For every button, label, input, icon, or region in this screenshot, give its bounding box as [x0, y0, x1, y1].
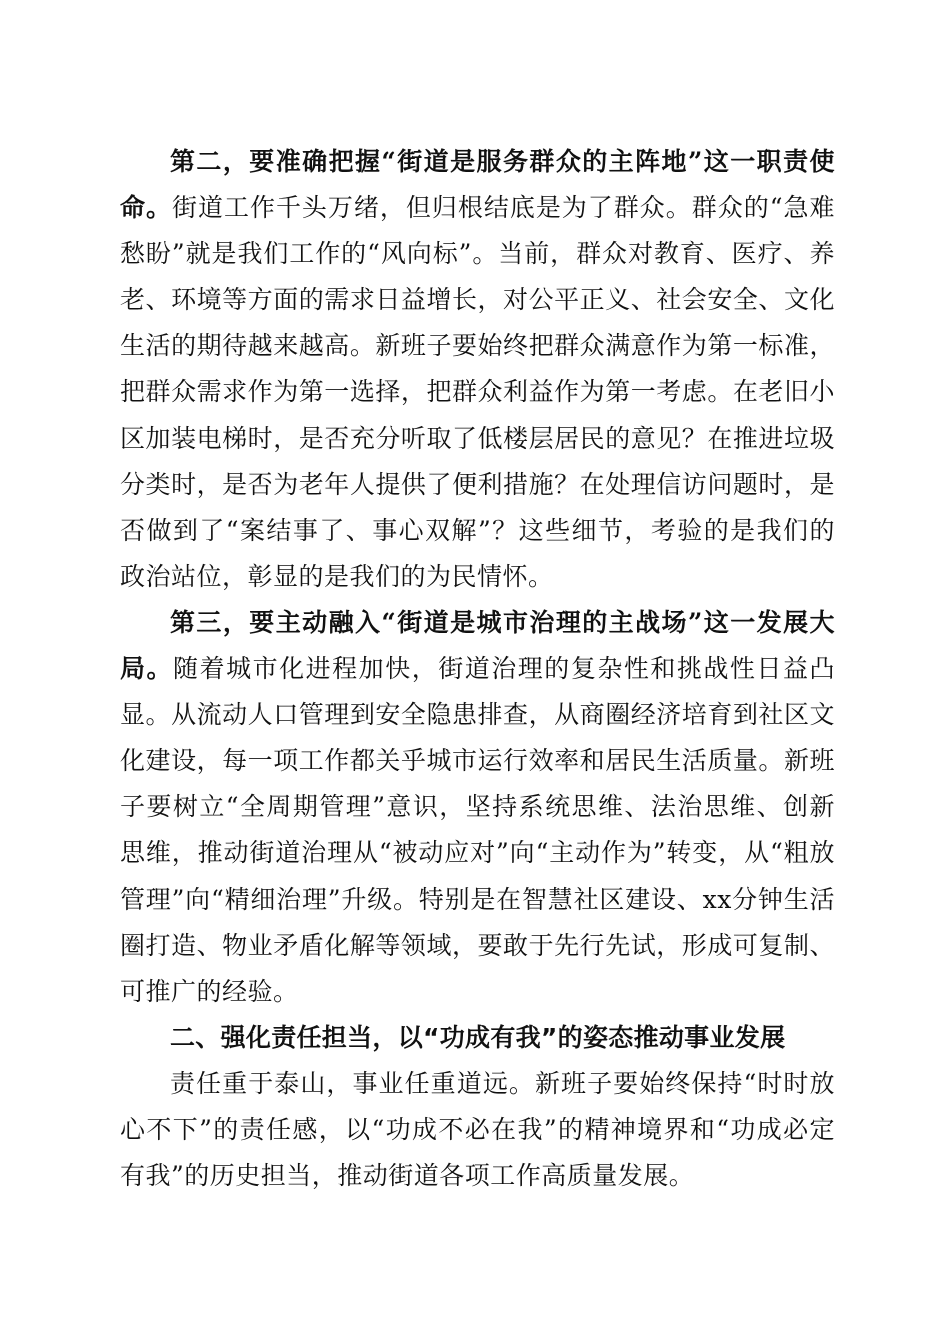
section-heading: 二、强化责任担当，以“功成有我”的姿态推动事业发展 [170, 1022, 786, 1052]
paragraph-third-point [120, 600, 835, 1015]
paragraph-closing: 责任重于泰山，事业任重道远。新班子要始终保持“时时放心不下”的责任感，以“功成不必在我”的精神境界和“功成必定有我”的历史担当，推动街道各项工作高质量发展。 [120, 1068, 835, 1191]
paragraph-second-point [120, 139, 835, 600]
paragraph-body: 随着城市化进程加快，街道治理的复杂性和挑战性日益凸显。从流动人口管理到安全隐患排查，从商圈经济培育到社区文化建设，每一项工作都关乎城市运行效率和居民生活质量。新班子要树立“全周期管理”意识，坚持系统思维、法治思维、创新思维，推动街道治理从“被动应对”向“主动作为”转变，从“粗放管理”向“精细治理”升级。特别是在智慧社区建设、xx分钟生活圈打造、物业矛盾化解等领域，要敢于先行先试，形成可复制、可推广的经验。 [120, 654, 835, 1006]
paragraph-lead: 第二，要准确把握“街道是服务群众的主阵地”这一职责使命。 [120, 147, 835, 223]
document-body [120, 139, 835, 1199]
paragraph-body: 街道工作千头万绪，但归根结底是为了群众。群众的“急难愁盼”就是我们工作的“风向标”。当前，群众对教育、医疗、养老、环境等方面的需求日益增长，对公平正义、社会安全、文化生活的期待越来越高。新班子要始终把群众满意作为第一标准，把群众需求作为第一选择，把群众利益作为第一考虑。在老旧小区加装电梯时，是否充分听取了低楼层居民的意见？在推进垃圾分类时，是否为老年人提供了便利措施？在处理信访问题时，是否做到了“案结事了、事心双解”？这些细节，考验的是我们的政治站位，彰显的是我们的为民情怀。 [120, 193, 835, 591]
paragraph-lead: 第三，要主动融入“街道是城市治理的主战场”这一发展大局。 [120, 607, 835, 684]
